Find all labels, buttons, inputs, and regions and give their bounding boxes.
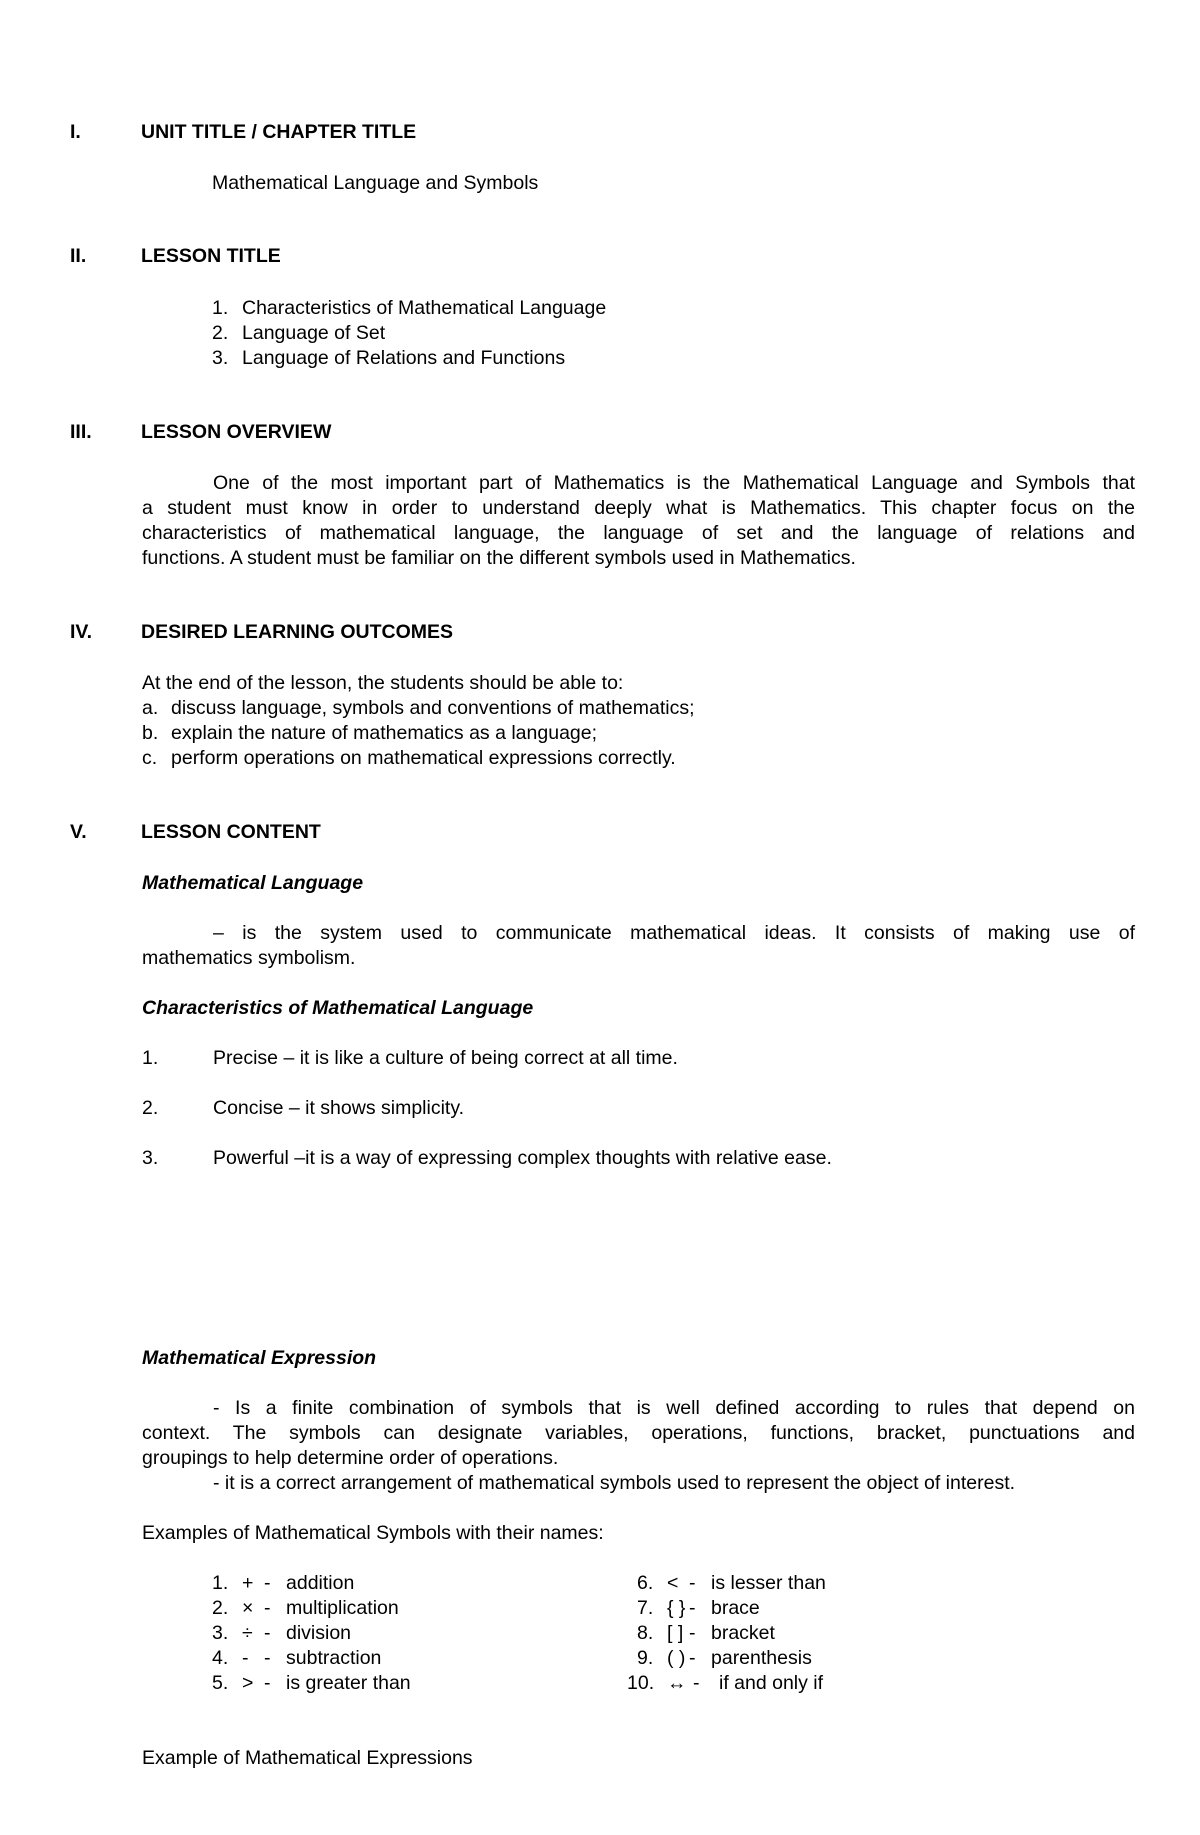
section-number: I. bbox=[70, 121, 81, 143]
section-number: III. bbox=[70, 421, 92, 443]
characteristic-item: 3. Powerful –it is a way of expressing complex thoughts with relative ease. bbox=[142, 1147, 832, 1169]
section-title: UNIT TITLE / CHAPTER TITLE bbox=[141, 121, 417, 143]
examples-heading: Example of Mathematical Expressions bbox=[142, 1747, 473, 1769]
symbol-item: 4. - - subtraction bbox=[212, 1647, 382, 1669]
characteristic-item: 2. Concise – it shows simplicity. bbox=[142, 1097, 465, 1119]
section-title: DESIRED LEARNING OUTCOMES bbox=[141, 621, 454, 643]
mathematical-language-heading: Mathematical Language bbox=[142, 872, 364, 894]
section-title: LESSON TITLE bbox=[141, 245, 281, 267]
section-heading-lesson-overview bbox=[70, 420, 331, 445]
characteristic-item: 1. Precise – it is like a culture of being correct at all time. bbox=[142, 1047, 678, 1069]
lesson-title-item: 1. Characteristics of Mathematical Language bbox=[212, 297, 607, 319]
lesson-title-item: 3. Language of Relations and Functions bbox=[212, 347, 566, 369]
outcomes-intro: At the end of the lesson, the students should be able to: bbox=[142, 672, 624, 694]
section-number: IV. bbox=[70, 621, 93, 643]
lesson-overview-paragraph: One of the most important part of Mathematics is the Mathematical Language and Symbols that a student must know in order to understand deeply what is Mathematics. This chapter focus on the characteristics of mathematical language, the language of set and the language of relations and functions. A student must be familiar on the different symbols used in Mathematics. bbox=[142, 472, 1135, 569]
characteristics-heading: Characteristics of Mathematical Language bbox=[142, 997, 534, 1019]
symbol-item: 9. ( ) - parenthesis bbox=[637, 1647, 812, 1669]
mathematical-expression-heading: Mathematical Expression bbox=[142, 1347, 377, 1369]
symbol-item: 5. > - is greater than bbox=[212, 1672, 411, 1694]
outcome-item: a. discuss language, symbols and conventions of mathematics; bbox=[142, 697, 695, 719]
symbol-item: 10. ↔ - if and only if bbox=[627, 1672, 824, 1694]
symbol-item: 6. < - is lesser than bbox=[637, 1572, 826, 1594]
section-title: LESSON CONTENT bbox=[141, 821, 321, 843]
symbol-item: 3. ÷ - division bbox=[212, 1622, 352, 1644]
unit-title-text: Mathematical Language and Symbols bbox=[212, 172, 539, 194]
mathematical-language-paragraph: – is the system used to communicate mathematical ideas. It consists of making use of mathematics symbolism. bbox=[142, 922, 1135, 969]
section-heading-lesson-title bbox=[70, 244, 281, 269]
symbol-item: 2. × - multiplication bbox=[212, 1597, 399, 1619]
mathematical-expression-paragraph: - Is a finite combination of symbols that is well defined according to rules that depend on context. The symbols can designate variables, operations, functions, bracket, punctuations and groupings to help determine order of operations. - it is a correct arrangement of mathematical symbols used to represent the object of interest. bbox=[142, 1397, 1135, 1494]
section-heading-unit-title bbox=[70, 120, 416, 145]
section-heading-learning-outcomes bbox=[70, 620, 453, 645]
symbol-item: 8. [ ] - bracket bbox=[637, 1622, 775, 1644]
outcome-item: b. explain the nature of mathematics as a language; bbox=[142, 722, 598, 744]
symbols-intro: Examples of Mathematical Symbols with their names: bbox=[142, 1522, 604, 1544]
section-number: V. bbox=[70, 821, 87, 843]
section-heading-lesson-content bbox=[70, 820, 321, 845]
symbol-item: 1. + - addition bbox=[212, 1572, 355, 1594]
lesson-title-item: 2. Language of Set bbox=[212, 322, 386, 344]
section-title: LESSON OVERVIEW bbox=[141, 421, 332, 443]
section-number: II. bbox=[70, 245, 87, 267]
symbol-item: 7. { } - brace bbox=[637, 1597, 760, 1619]
outcome-item: c. perform operations on mathematical expressions correctly. bbox=[142, 747, 676, 769]
